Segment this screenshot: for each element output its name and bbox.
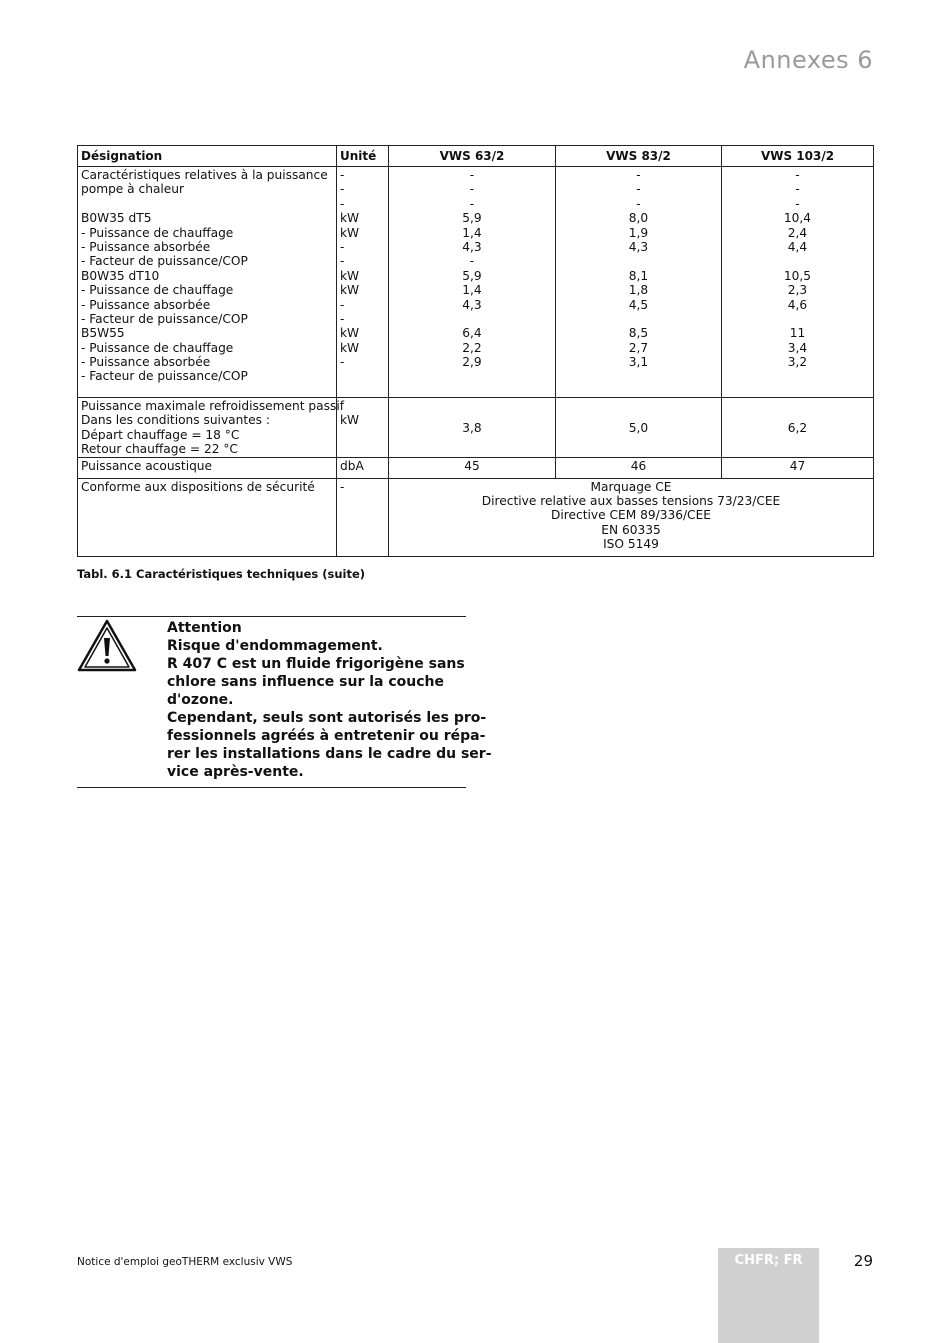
text-line: rer les installations dans le cadre du ser- bbox=[167, 746, 492, 762]
text-line: B5W55 bbox=[81, 326, 125, 341]
text-line: 1,9 bbox=[628, 225, 649, 240]
text-line: - Facteur de puissance/COP bbox=[81, 254, 248, 269]
text-line: fessionnels agréés à entretenir ou répa- bbox=[167, 728, 486, 744]
cell-vws103: 47 bbox=[722, 457, 874, 478]
text-line bbox=[340, 369, 385, 383]
text-line bbox=[725, 254, 870, 268]
cell-vws103: 6,2 bbox=[722, 398, 874, 458]
text-line: Attention bbox=[167, 620, 242, 636]
text-line: B0W35 dT5 bbox=[81, 211, 152, 226]
language-label: CHFR; FR bbox=[734, 1253, 803, 1268]
cell-unit bbox=[337, 398, 389, 458]
text-line: Risque d'endommagement. bbox=[167, 638, 383, 654]
text-line: - Puissance absorbée bbox=[81, 239, 211, 254]
text-line: Directive CEM 89/336/CEE bbox=[551, 508, 711, 523]
text-line: Puissance maximale refroidissement passif bbox=[81, 399, 345, 413]
text-line: 1,4 bbox=[462, 225, 482, 240]
text-line bbox=[725, 312, 870, 326]
cell-vws83: 46 bbox=[556, 457, 722, 478]
text-line: Retour chauffage = 22 °C bbox=[81, 442, 238, 457]
text-line: - bbox=[340, 196, 345, 211]
text-line bbox=[725, 369, 870, 383]
text-line: - Puissance de chauffage bbox=[81, 225, 234, 240]
text-line bbox=[340, 399, 385, 413]
text-line: kW bbox=[340, 268, 360, 283]
text-line: 5,9 bbox=[462, 211, 482, 226]
cell-vws63: 45 bbox=[389, 457, 556, 478]
text-line: - bbox=[340, 297, 345, 312]
text-line: d'ozone. bbox=[167, 692, 234, 708]
cell-vws83: 5,0 bbox=[556, 398, 722, 458]
text-line: - bbox=[340, 182, 345, 197]
text-line: 4,3 bbox=[462, 239, 482, 254]
cell-unit: dbA bbox=[337, 457, 389, 478]
cell-vws63: 3,8 bbox=[389, 398, 556, 458]
text-line: Dans les conditions suivantes : bbox=[81, 413, 270, 428]
text-line: - Puissance absorbée bbox=[81, 355, 211, 370]
header-unit: Unité bbox=[337, 146, 389, 167]
text-line: Caractéristiques relatives à la puissance bbox=[81, 168, 328, 182]
cell-designation: Puissance acoustique bbox=[78, 457, 337, 478]
text-line: 2,9 bbox=[462, 355, 482, 370]
cell-compliance-values bbox=[389, 478, 874, 556]
text-line: 10,4 bbox=[783, 211, 812, 226]
cell-unit: - bbox=[337, 478, 389, 556]
text-line: 6,4 bbox=[462, 326, 482, 341]
table-row-passive-cooling bbox=[78, 398, 874, 458]
header-vws63: VWS 63/2 bbox=[389, 146, 556, 167]
text-line: 4,4 bbox=[787, 239, 808, 254]
footer-document-title: Notice d'emploi geoTHERM exclusiv VWS bbox=[77, 1256, 293, 1268]
text-line: - bbox=[636, 196, 641, 211]
text-line: kW bbox=[340, 326, 360, 341]
table-row-acoustic-power bbox=[78, 457, 874, 478]
text-line: kW bbox=[340, 225, 360, 240]
text-line: 3,1 bbox=[628, 355, 649, 370]
text-line: 4,5 bbox=[628, 297, 649, 312]
text-line: kW bbox=[340, 211, 360, 226]
text-line: 8,0 bbox=[628, 211, 649, 226]
table-row-power-characteristics bbox=[78, 167, 874, 398]
text-line: R 407 C est un fluide frigorigène sans bbox=[167, 656, 465, 672]
text-line: 1,8 bbox=[628, 283, 649, 298]
cell-vws83 bbox=[556, 167, 722, 398]
text-line: - bbox=[340, 239, 345, 254]
header-vws83: VWS 83/2 bbox=[556, 146, 722, 167]
attention-text bbox=[167, 619, 492, 781]
cell-unit bbox=[337, 167, 389, 398]
text-line: - bbox=[340, 355, 345, 370]
text-line: 4,6 bbox=[787, 297, 808, 312]
text-line bbox=[392, 369, 552, 383]
text-line: - Facteur de puissance/COP bbox=[81, 369, 248, 384]
cell-vws103 bbox=[722, 167, 874, 398]
text-line: pompe à chaleur bbox=[81, 182, 185, 197]
text-line: 10,5 bbox=[783, 268, 812, 283]
table-caption: Tabl. 6.1 Caractéristiques techniques (suite) bbox=[77, 567, 366, 581]
page-number: 29 bbox=[853, 1252, 873, 1270]
text-line: - bbox=[469, 196, 475, 211]
text-line: Départ chauffage = 18 °C bbox=[81, 427, 240, 442]
text-line: - bbox=[340, 254, 345, 269]
text-line: 8,1 bbox=[628, 268, 649, 283]
text-line: - Puissance de chauffage bbox=[81, 283, 234, 298]
text-line bbox=[559, 369, 718, 383]
text-line: Directive relative aux basses tensions 73/23/CEE bbox=[481, 493, 781, 508]
text-line: - bbox=[795, 196, 800, 211]
text-line: - bbox=[636, 182, 641, 197]
text-line bbox=[340, 428, 385, 442]
text-line: 11 bbox=[789, 326, 806, 341]
text-line: 4,3 bbox=[462, 297, 482, 312]
text-line: B0W35 dT10 bbox=[81, 268, 160, 283]
header-vws103: VWS 103/2 bbox=[722, 146, 874, 167]
cell-designation: Conforme aux dispositions de sécurité bbox=[78, 478, 337, 556]
text-line: EN 60335 bbox=[601, 522, 661, 537]
text-line: - Puissance absorbée bbox=[81, 297, 211, 312]
text-line: - bbox=[795, 168, 800, 182]
text-line bbox=[559, 312, 718, 326]
text-line: ISO 5149 bbox=[603, 537, 659, 552]
text-line: 2,4 bbox=[787, 225, 808, 240]
text-line bbox=[340, 442, 385, 456]
cell-designation bbox=[78, 398, 345, 458]
table-row-safety-compliance bbox=[78, 478, 874, 556]
text-line: - bbox=[469, 168, 475, 182]
text-line: kW bbox=[340, 340, 360, 355]
text-line: 8,5 bbox=[628, 326, 649, 341]
cell-designation bbox=[78, 167, 337, 398]
text-line: 3,4 bbox=[787, 340, 808, 355]
table-header-row bbox=[78, 146, 874, 167]
text-line: Cependant, seuls sont autorisés les pro- bbox=[167, 710, 487, 726]
text-line: 4,3 bbox=[628, 239, 649, 254]
text-line: - Facteur de puissance/COP bbox=[81, 311, 248, 326]
text-line: kW bbox=[340, 413, 360, 428]
text-line bbox=[392, 312, 552, 326]
text-line: - Puissance de chauffage bbox=[81, 340, 234, 355]
text-line: chlore sans influence sur la couche bbox=[167, 674, 444, 690]
text-line: vice après-vente. bbox=[167, 764, 304, 780]
text-line: - bbox=[340, 311, 345, 326]
text-line: kW bbox=[340, 283, 360, 298]
attention-notice bbox=[77, 616, 492, 788]
text-line: - bbox=[469, 254, 475, 269]
section-title: Annexes 6 bbox=[743, 46, 873, 74]
text-line: 1,4 bbox=[462, 283, 482, 298]
text-line: 2,3 bbox=[787, 283, 808, 298]
text-line: - bbox=[340, 168, 345, 182]
text-line: 2,2 bbox=[462, 340, 482, 355]
text-line: - bbox=[636, 168, 641, 182]
header-designation: Désignation bbox=[78, 146, 337, 167]
cell-vws63 bbox=[389, 167, 556, 398]
text-line bbox=[81, 197, 333, 211]
text-line bbox=[559, 254, 718, 268]
language-tab bbox=[718, 1248, 819, 1343]
text-line: 2,7 bbox=[628, 340, 649, 355]
text-line: Marquage CE bbox=[590, 479, 672, 494]
warning-triangle-icon bbox=[77, 619, 137, 673]
technical-specs-table bbox=[77, 145, 874, 557]
text-line: - bbox=[469, 182, 475, 197]
text-line: 3,2 bbox=[787, 355, 808, 370]
text-line: 5,9 bbox=[462, 268, 482, 283]
text-line: - bbox=[795, 182, 800, 197]
